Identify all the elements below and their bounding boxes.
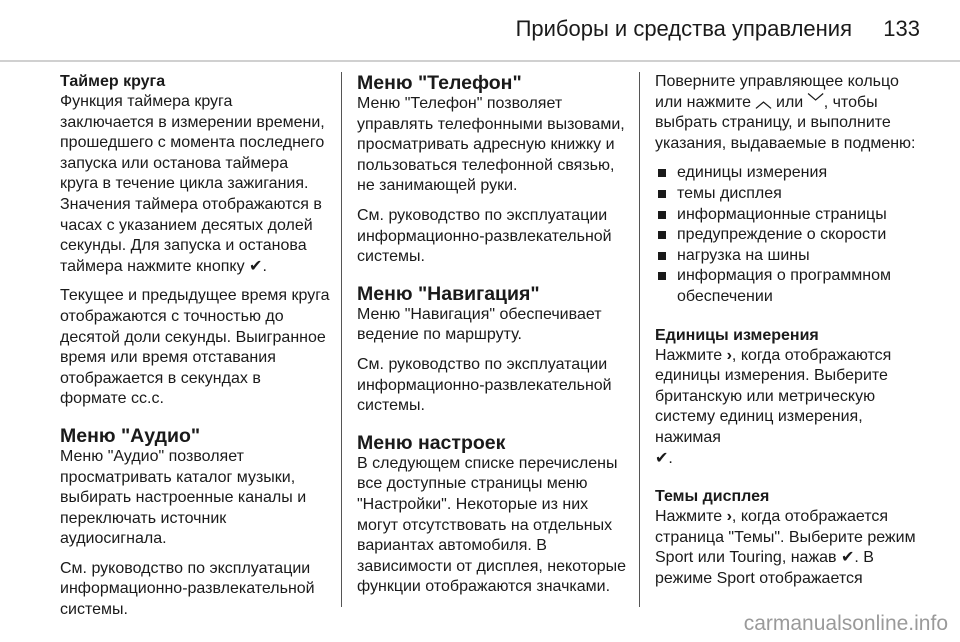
page-number: 133 — [883, 16, 920, 41]
header-divider — [0, 60, 960, 62]
page-header — [0, 0, 960, 64]
bullet-square-icon — [658, 169, 666, 177]
units-text-end: . — [668, 449, 673, 467]
list-item — [655, 184, 925, 205]
check-mark-icon: ✔ — [841, 549, 855, 567]
list-item-label: информационные страницы — [677, 205, 887, 223]
lap-timer-paragraph-2: Текущее и предыдущее время круга отображаются с точностью до десятой доли секунды. Выигранное время или время отставания отображается в секундах в формате сс.с. — [60, 287, 330, 408]
themes-paragraph — [655, 507, 925, 589]
check-mark-icon: ✔ — [249, 257, 263, 275]
phone-menu-heading: Меню "Телефон" — [357, 72, 522, 94]
units-paragraph — [655, 346, 925, 470]
bullet-square-icon — [658, 231, 666, 239]
bullet-square-icon — [658, 190, 666, 198]
list-item — [655, 246, 925, 267]
lap-timer-heading: Таймер круга — [60, 73, 166, 90]
settings-pages-list — [655, 163, 925, 307]
phone-paragraph-1: Меню "Телефон" позволяет управлять телефонными вызовами, просматривать адресную книжку и пользоваться телефонной связью, не занимающей руки. — [357, 95, 625, 195]
audio-menu-heading: Меню "Аудио" — [60, 424, 201, 447]
navigation-paragraph-2: См. руководство по эксплуатации информационно-развлекательной системы. — [357, 355, 612, 415]
bullet-square-icon — [658, 272, 666, 280]
list-item-label: темы дисплея — [677, 184, 782, 202]
list-item-label: предупреждение о скорости — [677, 226, 887, 244]
audio-paragraph-2: См. руководство по эксплуатации информационно-развлекательной системы. — [60, 559, 315, 619]
list-item-label: единицы измерения — [677, 164, 828, 182]
units-heading: Единицы измерения — [655, 326, 819, 344]
bullet-square-icon — [658, 252, 666, 260]
themes-heading: Темы дисплея — [655, 488, 770, 506]
units-text-a: Нажмите — [655, 346, 723, 364]
list-item-label: нагрузка на шины — [677, 246, 810, 264]
settings-paragraph-1: В следующем списке перечислены все доступные страницы меню "Настройки". Некоторые из них могут отсутствовать на отдельных вариантах автомобиля. В зависимости от дисплея, некоторые функции отображаются значками. — [357, 454, 627, 596]
themes-text-b: , когда отображается страница "Темы". Выберите режим Sport или Touring, нажав — [655, 508, 916, 567]
chevron-up-icon: ︿ — [755, 93, 772, 111]
or-text: или — [776, 93, 804, 111]
column-divider-1 — [341, 72, 342, 607]
chevron-right-icon: › — [726, 508, 732, 526]
chevron-down-icon: ﹀ — [807, 93, 824, 111]
column-3 — [655, 72, 925, 598]
list-item — [655, 225, 925, 246]
list-item — [655, 205, 925, 226]
list-item — [655, 163, 925, 184]
navigation-paragraph-1: Меню "Навигация" обеспечивает ведение по маршруту. — [357, 305, 602, 344]
themes-text-a: Нажмите — [655, 508, 723, 526]
lap-timer-paragraph-1 — [60, 92, 330, 277]
check-mark-icon: ✔ — [655, 449, 669, 467]
audio-paragraph-1: Меню "Аудио" позволяет просматривать каталог музыки, выбирать настроенные каналы и переключать источник аудиосигнала. — [60, 447, 307, 548]
watermark: carmanualsonline.info — [743, 612, 948, 635]
column-divider-2 — [639, 72, 640, 607]
column-1 — [60, 72, 330, 630]
page-title: Приборы и средства управления — [515, 16, 852, 41]
column-2 — [357, 72, 627, 607]
navigation-menu-heading: Меню "Навигация" — [357, 282, 540, 305]
settings-intro-paragraph — [655, 72, 925, 154]
intro-text-b: , чтобы выбрать страницу, и выполните указания, выдаваемые в подменю: — [655, 93, 916, 152]
list-item — [655, 266, 925, 307]
intro-text-a: Поверните управляющее кольцо или нажмите — [655, 73, 899, 111]
chevron-right-icon: › — [726, 346, 732, 364]
bullet-square-icon — [658, 211, 666, 219]
units-text-b: , когда отображаются единицы измерения. Выберите британскую или метрическую систему единиц измерения, нажимая — [655, 346, 892, 446]
themes-text-c: . В режиме Sport отображается — [655, 549, 874, 587]
list-item-label: информация о программном обеспечении — [677, 267, 892, 305]
settings-menu-heading: Меню настроек — [357, 431, 506, 454]
lap-timer-text-end: . — [262, 257, 267, 275]
phone-paragraph-2: См. руководство по эксплуатации информационно-развлекательной системы. — [357, 206, 612, 266]
lap-timer-text: Функция таймера круга заключается в измерении времени, прошедшего с момента последнего запуска или останова таймера круга в течение цикла зажигания. Значения таймера отображаются в часах с указанием десятых долей секунды. Для запуска и останова таймера нажмите кнопку — [60, 93, 325, 275]
